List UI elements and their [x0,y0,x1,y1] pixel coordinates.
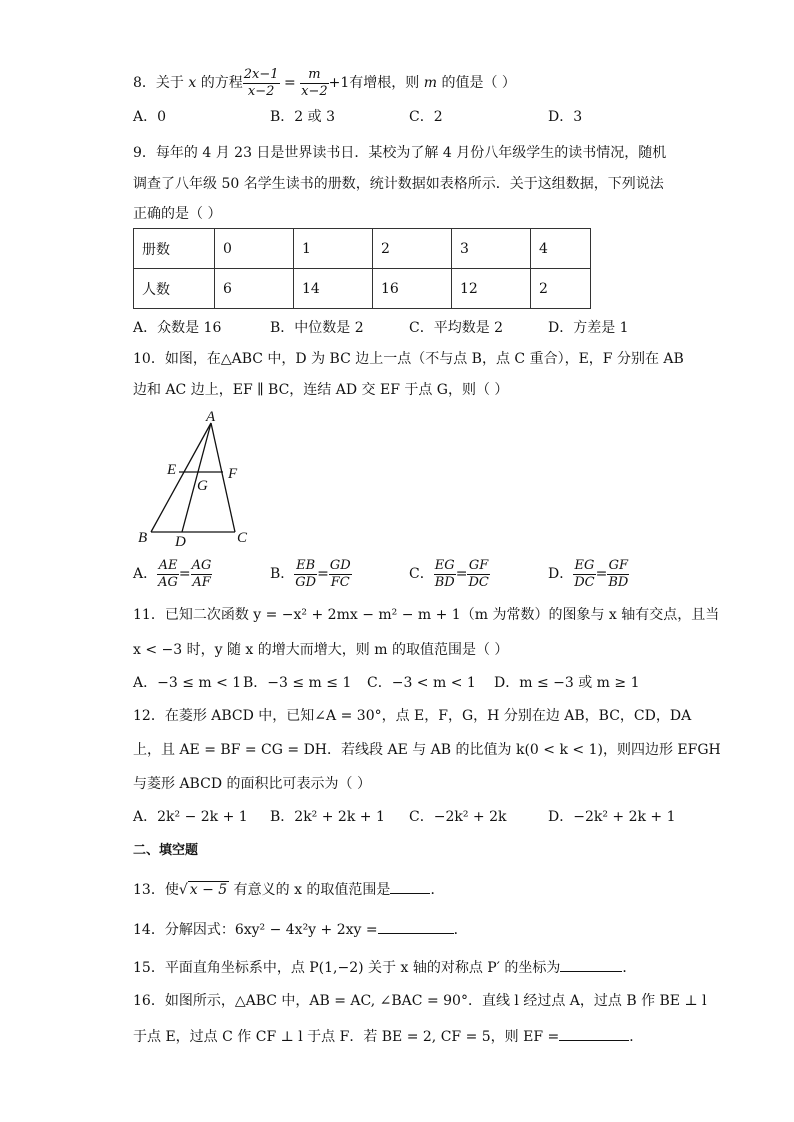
frac-den: BD [434,574,455,590]
table-cell: 0 [215,229,294,269]
q8-stem [133,68,516,98]
q10-line-1: 10．如图，在△ABC 中，D 为 BC 边上一点（不与点 B，点 C 重合），E，F 分别在 AB [133,351,684,367]
table-cell: 4 [531,229,591,269]
q11-option-d: D．m ≤ −3 或 m ≥ 1 [494,675,640,691]
equals-sign: = [317,566,329,582]
q10-triangle-figure [130,408,260,548]
q9-data-table [133,228,591,309]
q12-option-a: A．2k² − 2k + 1 [133,809,248,825]
q11-option-c: C．−3 < m < 1 [367,675,476,691]
q8-option-a: A．0 [133,109,167,125]
q13-radicand: x − 5 [189,882,228,898]
q11-option-b: B．−3 ≤ m ≤ 1 [243,675,352,691]
q15-answer-blank[interactable] [560,957,622,972]
frac-num: GF [608,557,629,573]
table-cell: 14 [294,269,373,309]
equals-sign: = [178,566,191,582]
q8-f2-den: x−2 [301,83,328,99]
q9-line-1: 9．每年的 4 月 23 日是世界读书日．某校为了解 4 月份八年级学生的读书情况，随机 [133,145,667,161]
q8-mid: 的方程 [196,75,243,92]
q16-line-2 [133,1026,643,1044]
label-g: G [197,478,208,494]
frac-den: FC [330,574,350,590]
q10-line-2: 边和 AC 边上，EF ∥ BC，连结 AD 交 EF 于点 G，则（ ） [133,382,509,398]
q8-tail: +1有增根，则 [328,75,424,92]
q12-option-c: C．−2k² + 2k [409,809,507,825]
q9-option-d: D．方差是 1 [548,320,629,336]
label-a: A [206,409,216,425]
option-fraction-right [191,559,213,589]
q9-line-3: 正确的是（ ） [133,206,222,222]
option-fraction-right [467,559,489,589]
frac-den: DC [574,574,595,590]
frac-num: GD [329,557,351,573]
q8-var: x [188,75,197,92]
q8-option-c: C．2 [409,109,443,125]
table-row [134,269,591,309]
q10-option-b [270,556,352,592]
option-letter: B． [270,566,295,582]
q12-line-3: 与菱形 ABCD 的面积比可表示为（ ） [133,776,371,792]
table-cell: 12 [452,269,531,309]
q8-f2-num: m [300,68,329,84]
table-cell: 6 [215,269,294,309]
q16-text: 于点 E，过点 C 作 CF ⊥ l 于点 F．若 BE = 2, CF = 5，则 EF = [133,1029,560,1045]
frac-den: AF [192,574,211,590]
option-letter: C． [409,566,434,582]
q8-eq: = [279,75,301,92]
label-d: D [175,534,186,548]
q11-option-a: A．−3 ≤ m < 1 [133,675,242,691]
q8-f1-num: 2x−1 [243,67,279,82]
option-fraction-left [294,559,317,589]
option-letter: A． [133,566,158,582]
sqrt-sign: √ [178,882,188,898]
q14-text: 14．分解因式：6xy² − 4x²y + 2xy = [133,922,378,938]
frac-num: EG [574,557,595,573]
q15-end: ． [622,960,637,976]
q13-pre: 13．使 [133,882,179,898]
q8-prefix: 8．关于 [133,75,189,92]
frac-den: AG [158,574,178,590]
frac-num: AE [158,557,178,573]
q8-option-b: B．2 或 3 [270,109,336,125]
option-fraction-left [573,559,595,589]
q13-end: ． [430,882,445,898]
equals-sign: = [595,566,608,582]
q12-line-1: 12．在菱形 ABCD 中，已知∠A = 30°，点 E，F，G，H 分别在边 AB，BC，CD，DA [133,708,692,724]
q8-m: m [423,75,438,92]
q13 [133,879,444,897]
table-header-cell: 册数 [134,229,215,269]
table-cell: 16 [373,269,452,309]
q9-option-a: A．众数是 16 [133,320,222,336]
q10-option-a [133,556,212,592]
label-b: B [138,530,148,546]
q8-fraction-right [300,68,329,98]
q8-end: 的值是（ ） [437,75,516,92]
option-fraction-right [607,559,629,589]
q15-text: 15．平面直角坐标系中，点 P(1,−2) 关于 x 轴的对称点 P′ 的坐标为 [133,960,561,976]
q8-fraction-left [243,68,280,98]
q14-answer-blank[interactable] [378,919,454,934]
q12-option-b: B．2k² + 2k + 1 [270,809,385,825]
table-cell: 3 [452,229,531,269]
frac-num: EB [296,557,316,573]
q9-option-c: C．平均数是 2 [409,320,504,336]
equals-sign: = [455,566,468,582]
q8-option-d: D．3 [548,109,583,125]
table-header-cell: 人数 [134,269,215,309]
frac-den: BD [608,574,629,590]
q10-option-c [409,556,490,592]
q9-line-2: 调查了八年级 50 名学生读书的册数，统计数据如表格所示．关于这组数据，下列说法 [133,176,664,192]
q13-post: 有意义的 x 的取值范围是 [229,882,391,898]
q11-line-1: 11．已知二次函数 y = −x² + 2mx − m² − m + 1（m 为常数）的图象与 x 轴有交点，且当 [133,607,720,623]
frac-num: AG [191,557,212,573]
q15 [133,957,636,975]
table-row [134,229,591,269]
q12-option-d: D．−2k² + 2k + 1 [548,809,676,825]
q16-line-1: 16．如图所示，△ABC 中，AB = AC, ∠BAC = 90°．直线 l 经过点 A，过点 B 作 BE ⊥ l [133,993,707,1009]
frac-num: GF [468,557,489,573]
frac-den: DC [468,574,489,590]
label-e: E [167,462,177,478]
q16-answer-blank[interactable] [559,1026,629,1041]
option-letter: D． [548,566,574,582]
frac-den: GD [295,574,317,590]
option-fraction-left [157,559,179,589]
table-cell: 1 [294,229,373,269]
frac-num: EG [434,557,455,573]
q16-end: ． [629,1029,644,1045]
option-fraction-left [434,559,456,589]
table-cell: 2 [531,269,591,309]
q11-line-2: x < −3 时，y 随 x 的增大而增大，则 m 的取值范围是（ ） [133,642,509,658]
q13-answer-blank[interactable] [390,879,430,894]
q14-end: ． [453,922,468,938]
q9-option-b: B．中位数是 2 [270,320,364,336]
table-cell: 2 [373,229,452,269]
option-fraction-right [329,559,352,589]
q14 [133,919,468,937]
section-title: 二、填空题 [133,843,199,858]
q8-f1-den: x−2 [247,83,275,99]
label-c: C [237,530,248,546]
q10-option-d [548,556,629,592]
label-f: F [228,466,238,482]
q12-line-2: 上，且 AE = BF = CG = DH．若线段 AE 与 AB 的比值为 k(0 < k < 1)，则四边形 EFGH [133,742,721,758]
